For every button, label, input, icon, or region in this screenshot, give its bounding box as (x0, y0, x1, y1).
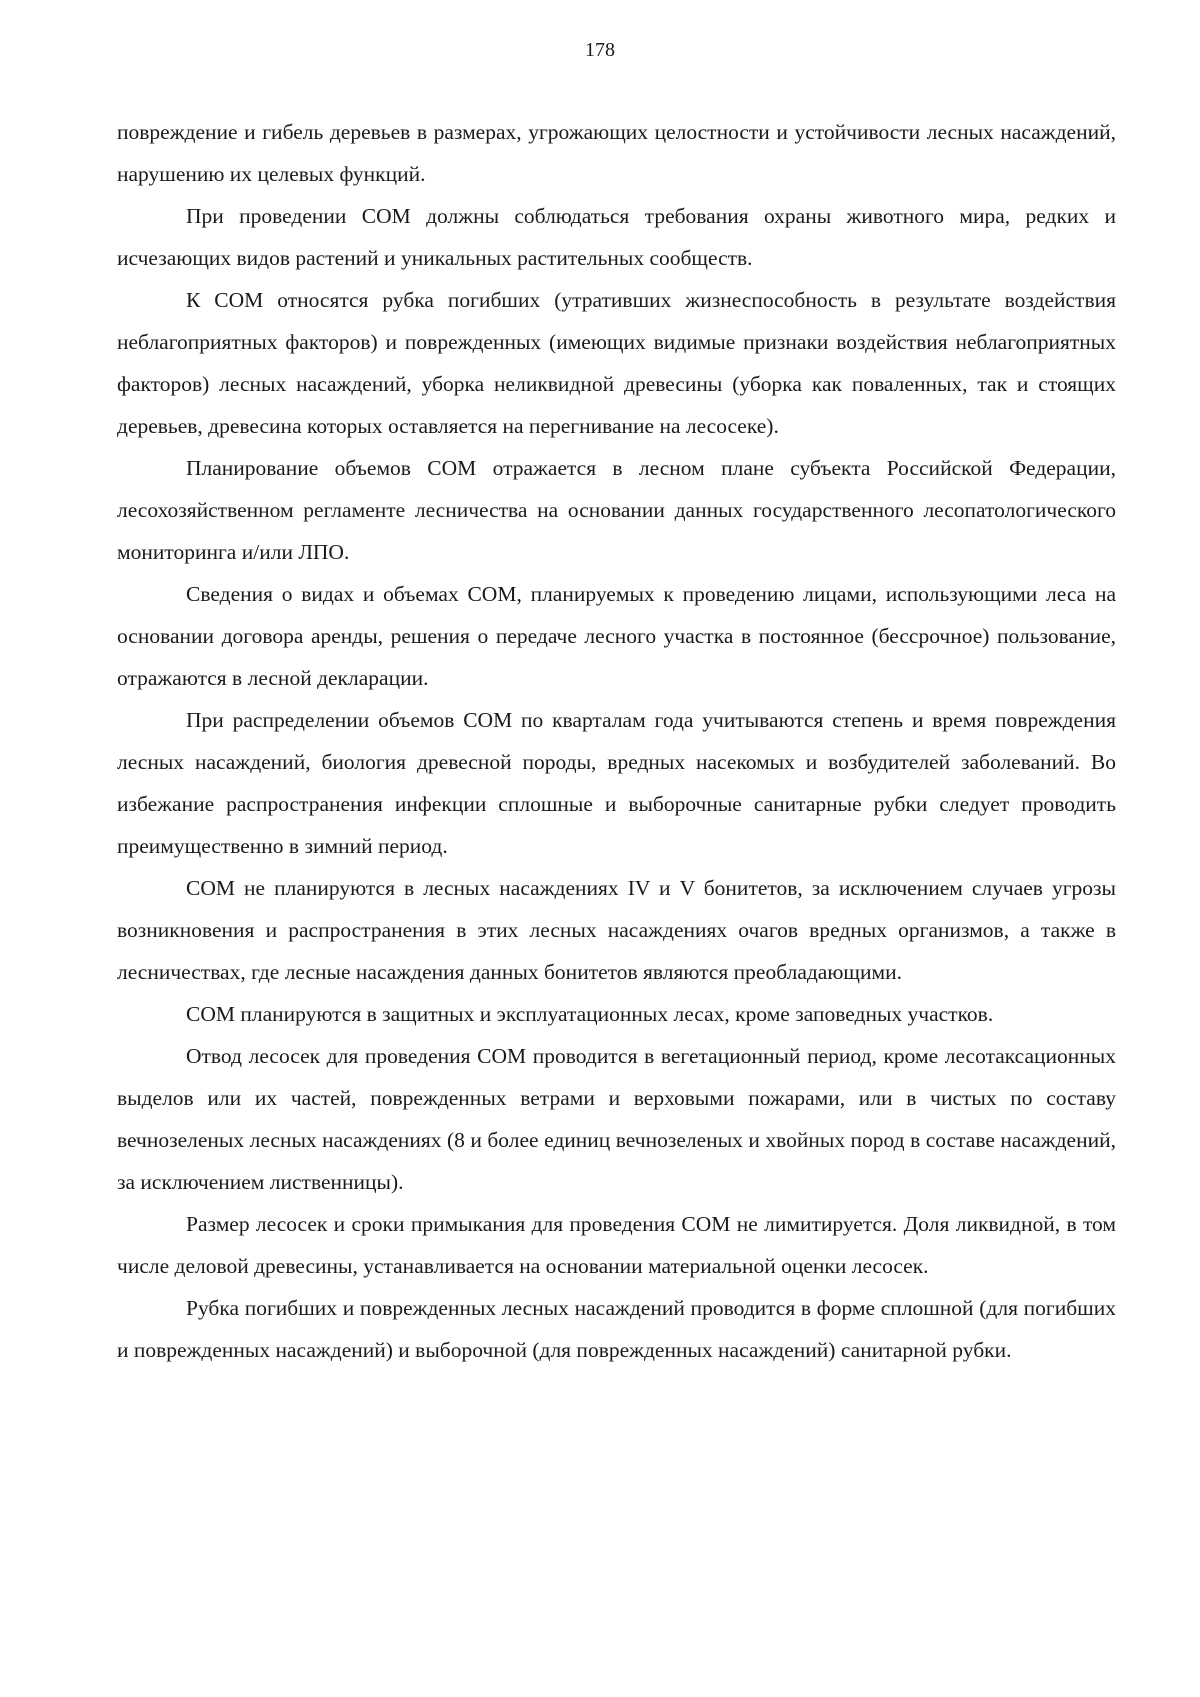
body-text (117, 111, 1116, 1371)
paragraph: Рубка погибших и поврежденных лесных насаждений проводится в форме сплошной (для погибших и поврежденных насаждений) и выборочной (для поврежденных насаждений) санитарной рубки. (117, 1296, 1116, 1362)
paragraph: Отвод лесосек для проведения СОМ проводится в вегетационный период, кроме лесотаксационных выделов или их частей, поврежденных ветрами и верховыми пожарами, или в чистых по составу вечнозеленых лесных насаждениях (8 и более единиц вечнозеленых и хвойных пород в составе насаждений, за исключением лиственницы). (117, 1044, 1116, 1194)
page-number: 178 (585, 39, 615, 61)
paragraph: К СОМ относятся рубка погибших (утративших жизнеспособность в результате воздействия неблагоприятных факторов) и поврежденных (имеющих видимые признаки воздействия неблагоприятных факторов) лесных насаждений, уборка неликвидной древесины (уборка как поваленных, так и стоящих деревьев, древесина которых оставляется на перегнивание на лесосеке). (117, 288, 1116, 438)
paragraph-continuation: повреждение и гибель деревьев в размерах, угрожающих целостности и устойчивости лесных насаждений, нарушению их целевых функций. (117, 120, 1116, 186)
paragraph: Размер лесосек и сроки примыкания для проведения СОМ не лимитируется. Доля ликвидной, в том числе деловой древесины, устанавливается на основании материальной оценки лесосек. (117, 1212, 1116, 1278)
paragraph: При проведении СОМ должны соблюдаться требования охраны животного мира, редких и исчезающих видов растений и уникальных растительных сообществ. (117, 204, 1116, 270)
paragraph: СОМ не планируются в лесных насаждениях IV и V бонитетов, за исключением случаев угрозы возникновения и распространения в этих лесных насаждениях очагов вредных организмов, а также в лесничествах, где лесные насаждения данных бонитетов являются преобладающими. (117, 876, 1116, 984)
paragraph: При распределении объемов СОМ по кварталам года учитываются степень и время повреждения лесных насаждений, биология древесной породы, вредных насекомых и возбудителей заболеваний. Во избежание распространения инфекции сплошные и выборочные санитарные рубки следует проводить преимущественно в зимний период. (117, 708, 1116, 858)
paragraph: Планирование объемов СОМ отражается в лесном плане субъекта Российской Федерации, лесохозяйственном регламенте лесничества на основании данных государственного лесопатологического мониторинга и/или ЛПО. (117, 456, 1116, 564)
paragraph: Сведения о видах и объемах СОМ, планируемых к проведению лицами, использующими леса на основании договора аренды, решения о передаче лесного участка в постоянное (бессрочное) пользование, отражаются в лесной декларации. (117, 582, 1116, 690)
paragraph: СОМ планируются в защитных и эксплуатационных лесах, кроме заповедных участков. (186, 1002, 994, 1026)
